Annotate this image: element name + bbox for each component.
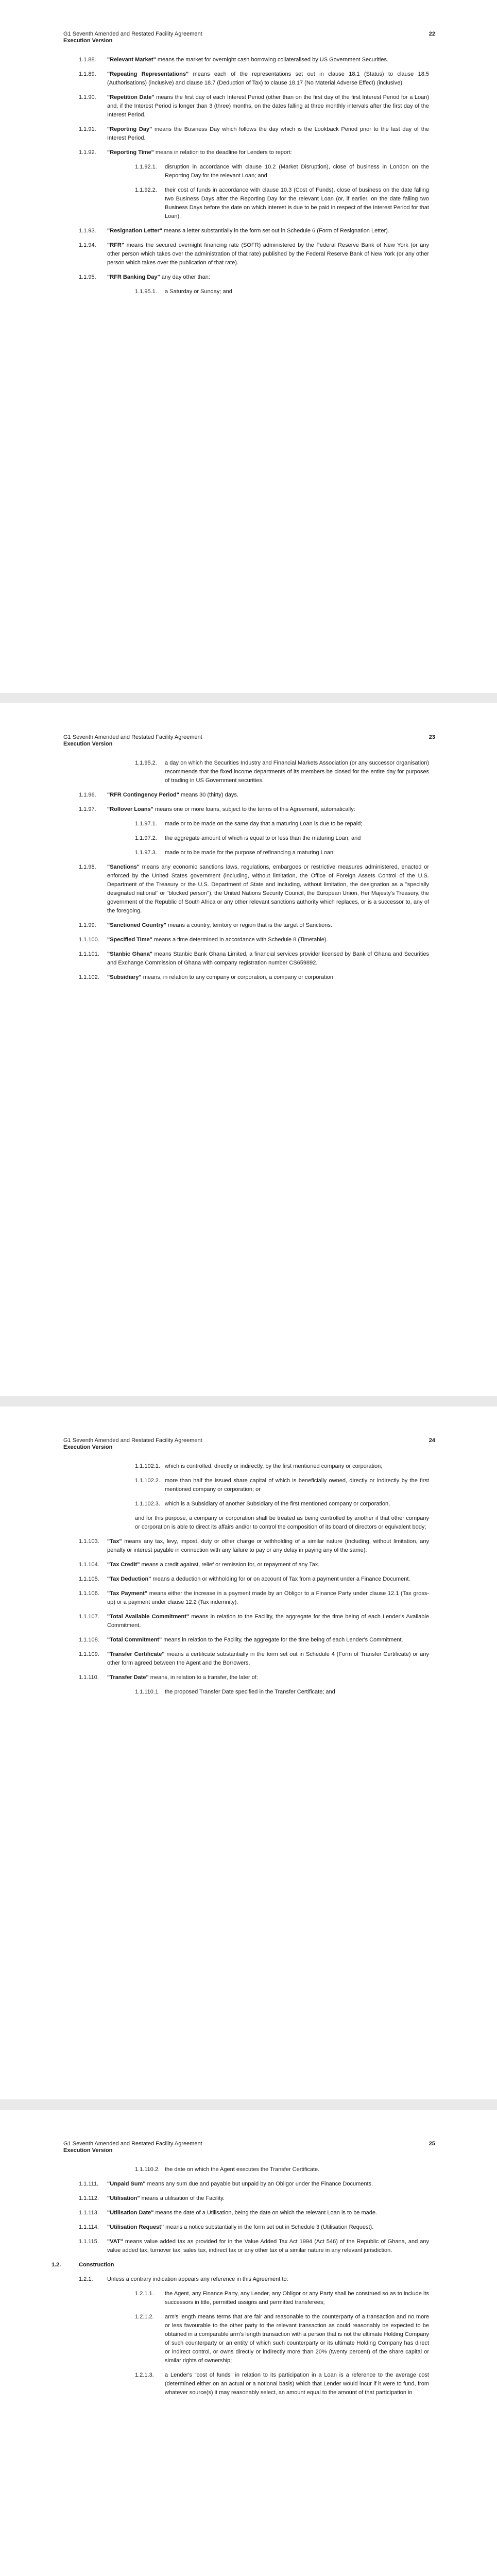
clause-text xyxy=(107,791,429,800)
defined-term: "Total Commitment" xyxy=(107,1637,162,1643)
clause-body: means the market for overnight cash borrowing collateralised by US Government Securities. xyxy=(156,57,389,63)
clause xyxy=(0,1537,497,1555)
document-version: Execution Version xyxy=(63,2147,113,2154)
clause-body: a Saturday or Sunday; and xyxy=(165,289,232,295)
defined-term: "Relevant Market" xyxy=(107,57,156,63)
clause-number: 1.1.106. xyxy=(79,1590,99,1597)
clause-number: 1.1.102.3. xyxy=(135,1501,160,1507)
clause-text xyxy=(165,1688,429,1697)
clause-body: means the Business Day which follows the day which is the Lookback Period prior to the last day of the Interest Period. xyxy=(107,126,430,141)
clause-body: disruption in accordance with clause 10.2 (Market Disruption), close of business in London on the Reporting Day for the relevant Loan; and xyxy=(165,164,429,179)
clause xyxy=(0,973,497,982)
clause-number: 1.1.92. xyxy=(79,149,96,156)
clause xyxy=(0,56,497,64)
clause xyxy=(0,241,497,267)
clause-number: 1.1.99. xyxy=(79,922,96,928)
sub-clause xyxy=(0,759,497,785)
clause-body: means a utilisation of the Facility. xyxy=(140,2195,225,2201)
clause-number: 1.1.114. xyxy=(79,2224,99,2230)
clause xyxy=(0,1613,497,1630)
defined-term: "Resignation Letter" xyxy=(107,228,162,234)
clause-text xyxy=(165,2313,429,2365)
clause-text xyxy=(107,2180,429,2189)
clause xyxy=(0,1575,497,1584)
clause-body: means Stanbic Bank Ghana Limited, a financial services provider licensed by Bank of Ghana and Securities and Exchange Commission of Ghana with company registration number CS659892. xyxy=(107,951,429,966)
clause-text xyxy=(107,1636,429,1645)
clause-number: 1.2.1.2. xyxy=(135,2314,154,2320)
clause-text xyxy=(107,2223,429,2232)
clause xyxy=(0,1650,497,1668)
clause-text xyxy=(165,849,429,857)
clause-text xyxy=(107,973,429,982)
clause-body: arm's length means terms that are fair and reasonable to the counterparty of a transaction and no more or less favourable to the other party to the relevant transaction as could reasonably be expected to be obtained in a comparable arm's length transaction with a person that is not the ultimate Holding Company of such counterparty or an entity of which such counterparty or its ultimate Holding Company has direct or indirect control, or owns directly or indirectly more than 20% (twenty percent) of the share capital or similar rights of ownership; xyxy=(165,2314,429,2364)
clause-body: the date on which the Agent executes the Transfer Certificate. xyxy=(165,2166,320,2173)
sub-clause xyxy=(0,820,497,828)
clause-text xyxy=(165,834,429,843)
clause-body: means in relation to the deadline for Lenders to report: xyxy=(153,149,292,156)
clause-body: means any economic sanctions laws, regulations, embargoes or restrictive measures administered, enacted or enforced by the United States government (including, without limitation, the Office of Foreign Assets Control of the U.S. Department of the Treasury or the U.S. Department of State and including, without limitation, the designation as a "specially designated national" or "blocked person"), the United Nations Security Council, the European Union, Her Majesty's Treasury, the government of the Republic of South Africa or any other relevant sanctions authority which replaces, or is a successor to, any of the foregoing. xyxy=(107,864,429,914)
defined-term: "Unpaid Sum" xyxy=(107,2181,146,2187)
clause-body: means in relation to the Facility, the aggregate for the time being of each Lender's Commitment. xyxy=(162,1637,403,1643)
section-title-text: Construction xyxy=(79,2262,114,2268)
clause xyxy=(0,1561,497,1569)
clause-number: 1.1.97.2. xyxy=(135,835,157,841)
clause-number: 1.1.110.1. xyxy=(135,1689,160,1695)
clause xyxy=(0,791,497,800)
clause-number: 1.1.102.1. xyxy=(135,1463,160,1469)
page-header xyxy=(63,31,435,44)
defined-term: "Transfer Date" xyxy=(107,1674,149,1681)
clause-number: 1.1.95.2. xyxy=(135,760,157,766)
clause-text xyxy=(107,921,429,930)
clause-number: 1.1.97.1. xyxy=(135,821,157,827)
defined-term: "Sanctions" xyxy=(107,864,140,870)
sub-clause xyxy=(0,834,497,843)
clause-text xyxy=(165,186,429,221)
defined-term: "Tax Credit" xyxy=(107,1562,140,1568)
clause-text xyxy=(107,2194,429,2203)
clause xyxy=(0,227,497,235)
clause-number: 1.2.1.3. xyxy=(135,2372,154,2378)
sub-clause xyxy=(0,2313,497,2365)
clause-body: any day other than: xyxy=(160,274,210,280)
clause-number: 1.1.98. xyxy=(79,864,96,870)
clause-body: means one or more loans, subject to the terms of this Agreement, automatically: xyxy=(153,806,355,812)
clause-body: more than half the issued share capital of which is beneficially owned, directly or indirectly by the first mentioned company or corporation; or xyxy=(165,1478,429,1493)
defined-term: "Utilisation Request" xyxy=(107,2224,164,2230)
clause xyxy=(0,1589,497,1607)
defined-term: "Tax Payment" xyxy=(107,1590,148,1597)
clause-number: 1.1.104. xyxy=(79,1562,99,1568)
clause-text xyxy=(165,759,429,785)
clause-body: and for this purpose, a company or corporation shall be treated as being controlled by another if that other company or corporation is able to direct its affairs and/or to control the composition of its board of directors or equivalent body; xyxy=(135,1515,429,1530)
defined-term: "Transfer Certificate" xyxy=(107,1651,165,1657)
sub-clause xyxy=(0,1688,497,1697)
clause-text xyxy=(107,1613,429,1630)
defined-term: "RFR Banking Day" xyxy=(107,274,160,280)
clause-body: their cost of funds in accordance with clause 10.3 (Cost of Funds), close of business on the date falling two Business Days after the Reporting Day for the relevant Loan (or, if earlier, on the date falling two Business Days before the date on which interest is due to be paid in respect of the Interest Period for that Loan). xyxy=(165,187,429,219)
clause-text xyxy=(165,1500,429,1509)
clause-body: means a notice substantially in the form set out in Schedule 3 (Utilisation Request). xyxy=(164,2224,374,2230)
defined-term: "Sanctioned Country" xyxy=(107,922,166,928)
clause-number: 1.1.103. xyxy=(79,1538,99,1545)
defined-term: "Reporting Time" xyxy=(107,149,154,156)
clause-text xyxy=(107,1673,429,1682)
page-content xyxy=(0,759,497,988)
clause-body: means the date of a Utilisation, being the date on which the relevant Loan is to be made. xyxy=(153,2210,378,2216)
sub-clause xyxy=(0,1477,497,1494)
document-title: G1 Seventh Amended and Restated Facility Agreement xyxy=(63,734,202,740)
clause-number: 1.1.92.1. xyxy=(135,164,157,170)
continuation-paragraph xyxy=(0,1514,497,1532)
clause-body: means either the increase in a payment made by an Obligor to a Finance Party under clause 12.1 (Tax gross-up) or a payment under clause 12.2 (Tax indemnity). xyxy=(107,1590,429,1605)
clause-number: 1.1.111. xyxy=(79,2181,99,2187)
clause-body: the Agent, any Finance Party, any Lender, any Obligor or any Party shall be construed so as to include its successors in title, permitted assigns and permitted transferees; xyxy=(165,2291,429,2306)
clause-body: means a certificate substantially in the form set out in Schedule 4 (Form of Transfer Certificate) or any other form agreed between the Agent and the Borrowers. xyxy=(107,1651,429,1666)
clause-number: 1.1.108. xyxy=(79,1637,99,1643)
clause-text xyxy=(107,950,429,968)
sub-clause xyxy=(0,186,497,221)
sub-clause xyxy=(0,287,497,296)
clause xyxy=(0,70,497,88)
sub-clause xyxy=(0,2371,497,2397)
defined-term: "Repeating Representations" xyxy=(107,71,189,77)
clause xyxy=(0,2194,497,2203)
clause-text xyxy=(107,2238,429,2255)
document-title: G1 Seventh Amended and Restated Facility Agreement xyxy=(63,2141,202,2147)
page xyxy=(0,0,497,693)
clause-text xyxy=(165,1477,429,1494)
clause-number: 1.1.90. xyxy=(79,94,96,100)
clause-body: the proposed Transfer Date specified in the Transfer Certificate; and xyxy=(165,1689,335,1695)
clause-number: 1.1.91. xyxy=(79,126,96,132)
sub-clause xyxy=(0,849,497,857)
clause-body: made or to be made for the purpose of refinancing a maturing Loan. xyxy=(165,850,335,856)
clause-body: means a deduction or withholding for or on account of Tax from a payment under a Finance Document. xyxy=(151,1576,410,1582)
page-number: 24 xyxy=(429,1437,435,1444)
clause-number: 1.1.96. xyxy=(79,792,96,798)
clause-number: 1.1.102. xyxy=(79,974,99,980)
page-header xyxy=(63,734,435,748)
clause-body: means any sum due and payable but unpaid by an Obligor under the Finance Documents. xyxy=(145,2181,373,2187)
clause-text xyxy=(107,2209,429,2217)
clause-text xyxy=(165,2290,429,2307)
clause-text xyxy=(107,805,429,814)
clause xyxy=(0,1636,497,1645)
clause-number: 1.1.101. xyxy=(79,951,99,957)
clause-body: which is controlled, directly or indirectly, by the first mentioned company or corporation; xyxy=(165,1463,383,1469)
clause-number: 1.1.115. xyxy=(79,2239,99,2245)
clause-text xyxy=(165,820,429,828)
section-title xyxy=(79,2261,429,2269)
clause xyxy=(0,950,497,968)
clause-body: the aggregate amount of which is equal to or less than the maturing Loan; and xyxy=(165,835,361,841)
clause-body: means any tax, levy, impost, duty or other charge or withholding of a similar nature (including, without limitation, any penalty or interest payable in connection with any failure to pay or any delay in paying any of the same). xyxy=(107,1538,429,1553)
clause xyxy=(0,936,497,944)
sub-clause xyxy=(0,2290,497,2307)
clause xyxy=(0,93,497,120)
defined-term: "Tax" xyxy=(107,1538,122,1545)
clause-number: 1.1.92.2. xyxy=(135,187,157,193)
page-content xyxy=(0,2165,497,2403)
clause-body: means a letter substantially in the form set out in Schedule 6 (Form of Resignation Letter). xyxy=(162,228,389,234)
clause-number: 1.1.93. xyxy=(79,228,96,234)
clause-body: a day on which the Securities Industry and Financial Markets Association (or any successor organisation) recommends that the fixed income departments of its members be closed for the entire day for purposes of trading in US Government securities. xyxy=(165,760,429,784)
defined-term: "Tax Deduction" xyxy=(107,1576,151,1582)
page-header xyxy=(63,1437,435,1451)
clause-body: means the first day of each Interest Period (other than on the first day of the first Interest Period for a Loan) and, if the Interest Period is longer than 3 (three) months, on the dates falling at three monthly intervals after the first day of the Interest Period. xyxy=(107,94,429,118)
clause xyxy=(0,2209,497,2217)
clause xyxy=(0,2180,497,2189)
defined-term: "Subsidiary" xyxy=(107,974,142,980)
clause xyxy=(0,921,497,930)
page xyxy=(0,1406,497,2099)
page-content xyxy=(0,56,497,302)
clause-body: means a credit against, relief or remission for, or repayment of any Tax. xyxy=(140,1562,320,1568)
defined-term: "Utilisation Date" xyxy=(107,2210,154,2216)
clause-number: 1.1.95. xyxy=(79,274,96,280)
clause xyxy=(0,2275,497,2284)
page-number: 25 xyxy=(429,2141,435,2147)
clause-text xyxy=(165,287,429,296)
clause xyxy=(0,1673,497,1682)
defined-term: "VAT" xyxy=(107,2239,123,2245)
clause-number: 1.1.113. xyxy=(79,2210,99,2216)
sub-clause xyxy=(0,1500,497,1509)
page-content xyxy=(0,1462,497,1702)
clause xyxy=(0,2223,497,2232)
clause-text xyxy=(107,227,429,235)
clause-text xyxy=(107,70,429,88)
clause-number: 1.1.105. xyxy=(79,1576,99,1582)
page-number: 22 xyxy=(429,31,435,37)
clause-text xyxy=(107,936,429,944)
defined-term: "Reporting Day" xyxy=(107,126,152,132)
clause-text xyxy=(165,163,429,180)
page xyxy=(0,2110,497,2576)
sub-clause xyxy=(0,2165,497,2174)
page xyxy=(0,703,497,1396)
clause-number: 1.1.110.2. xyxy=(135,2166,160,2173)
clause-number: 1.2.1.1. xyxy=(135,2291,154,2297)
clause xyxy=(0,863,497,916)
defined-term: "Stanbic Ghana" xyxy=(107,951,153,957)
clause-number: 1.1.102.2. xyxy=(135,1478,160,1484)
clause-number: 1.1.97. xyxy=(79,806,96,812)
clause-body: means a time determined in accordance with Schedule 8 (Timetable). xyxy=(152,937,328,943)
clause-number: 1.2.1. xyxy=(79,2276,93,2282)
clause-text xyxy=(107,1650,429,1668)
clause xyxy=(0,125,497,143)
clause-text xyxy=(107,148,429,157)
clause-text xyxy=(165,1462,429,1471)
page-number: 23 xyxy=(429,734,435,740)
clause-number: 1.1.112. xyxy=(79,2195,99,2201)
clause-number: 1.1.110. xyxy=(79,1674,99,1681)
clause-text xyxy=(165,2371,429,2397)
clause xyxy=(0,273,497,282)
clause-text xyxy=(107,93,429,120)
clause-number: 1.1.95.1. xyxy=(135,289,157,295)
defined-term: "Utilisation" xyxy=(107,2195,140,2201)
document-version: Execution Version xyxy=(63,1444,113,1450)
clause-number: 1.1.88. xyxy=(79,57,96,63)
clause-body: means, in relation to any company or corporation, a company or corporation: xyxy=(141,974,335,980)
clause-text xyxy=(135,1514,429,1532)
clause-body: made or to be made on the same day that a maturing Loan is due to be repaid; xyxy=(165,821,363,827)
defined-term: "RFR Contingency Period" xyxy=(107,792,179,798)
clause xyxy=(0,148,497,157)
clause-body: Unless a contrary indication appears any reference in this Agreement to: xyxy=(107,2276,288,2282)
clause-number: 1.1.109. xyxy=(79,1651,99,1657)
clause-body: means each of the representations set out in clause 18.1 (Status) to clause 18.5 (Authorisations) (inclusive) and clause 18.7 (Deduction of Tax) to clause 18.17 (No Material Adverse Effect) (inclusive). xyxy=(107,71,429,86)
defined-term: "RFR" xyxy=(107,242,125,248)
defined-term: "Total Available Commitment" xyxy=(107,1614,190,1620)
clause-number: 1.1.100. xyxy=(79,937,99,943)
clause-number: 1.1.107. xyxy=(79,1614,99,1620)
document-version: Execution Version xyxy=(63,38,113,44)
defined-term: "Repetition Date" xyxy=(107,94,155,100)
clause-text xyxy=(107,863,429,916)
clause-number: 1.1.97.3. xyxy=(135,850,157,856)
clause-body: means the secured overnight financing rate (SOFR) administered by the Federal Reserve Bank of New York (or any other person which takes over the administration of that rate) published by the Federal Reserve Bank of New York (or any other person which takes over the publication of that rate). xyxy=(107,242,429,266)
clause-body: means, in relation to a transfer, the later of: xyxy=(148,1674,258,1681)
clause-text xyxy=(107,56,429,64)
clause-body: means in relation to the Facility, the aggregate for the time being of each Lender's Available Commitment. xyxy=(107,1614,429,1629)
sub-clause xyxy=(0,163,497,180)
clause xyxy=(0,805,497,814)
clause-text xyxy=(107,273,429,282)
clause-text xyxy=(107,125,429,143)
clause-body: which is a Subsidiary of another Subsidiary of the first mentioned company or corporation, xyxy=(165,1501,390,1507)
page-header xyxy=(63,2141,435,2154)
clause-text xyxy=(107,1537,429,1555)
section-heading xyxy=(0,2261,497,2269)
clause-body: a Lender's "cost of funds" in relation to its participation in a Loan is a reference to the average cost (determined either on an actual or a notional basis) which that Lender would incur if it were to fund, from whatever source(s) it may reasonably select, an amount equal to the amount of that participation in xyxy=(165,2372,429,2396)
clause-number: 1.1.94. xyxy=(79,242,96,248)
sub-clause xyxy=(0,1462,497,1471)
document-title: G1 Seventh Amended and Restated Facility Agreement xyxy=(63,1437,202,1444)
clause-number: 1.1.89. xyxy=(79,71,96,77)
clause-body: means a country, territory or region that is the target of Sanctions. xyxy=(166,922,332,928)
clause xyxy=(0,2238,497,2255)
clause-text xyxy=(107,1589,429,1607)
clause-body: means 30 (thirty) days. xyxy=(179,792,238,798)
document-title: G1 Seventh Amended and Restated Facility Agreement xyxy=(63,31,202,37)
clause-text xyxy=(107,1561,429,1569)
section-number: 1.2. xyxy=(52,2262,61,2268)
clause-text xyxy=(107,1575,429,1584)
clause-text xyxy=(107,2275,429,2284)
defined-term: "Specified Time" xyxy=(107,937,152,943)
clause-text xyxy=(165,2165,429,2174)
clause-text xyxy=(107,241,429,267)
clause-body: means value added tax as provided for in the Value Added Tax Act 1994 (Act 546) of the Republic of Ghana, and any value added tax, turnover tax, sales tax, indirect tax or any other tax of a similar nature in any relevant jurisdiction. xyxy=(107,2239,429,2253)
document-version: Execution Version xyxy=(63,741,113,747)
defined-term: "Rollover Loans" xyxy=(107,806,153,812)
